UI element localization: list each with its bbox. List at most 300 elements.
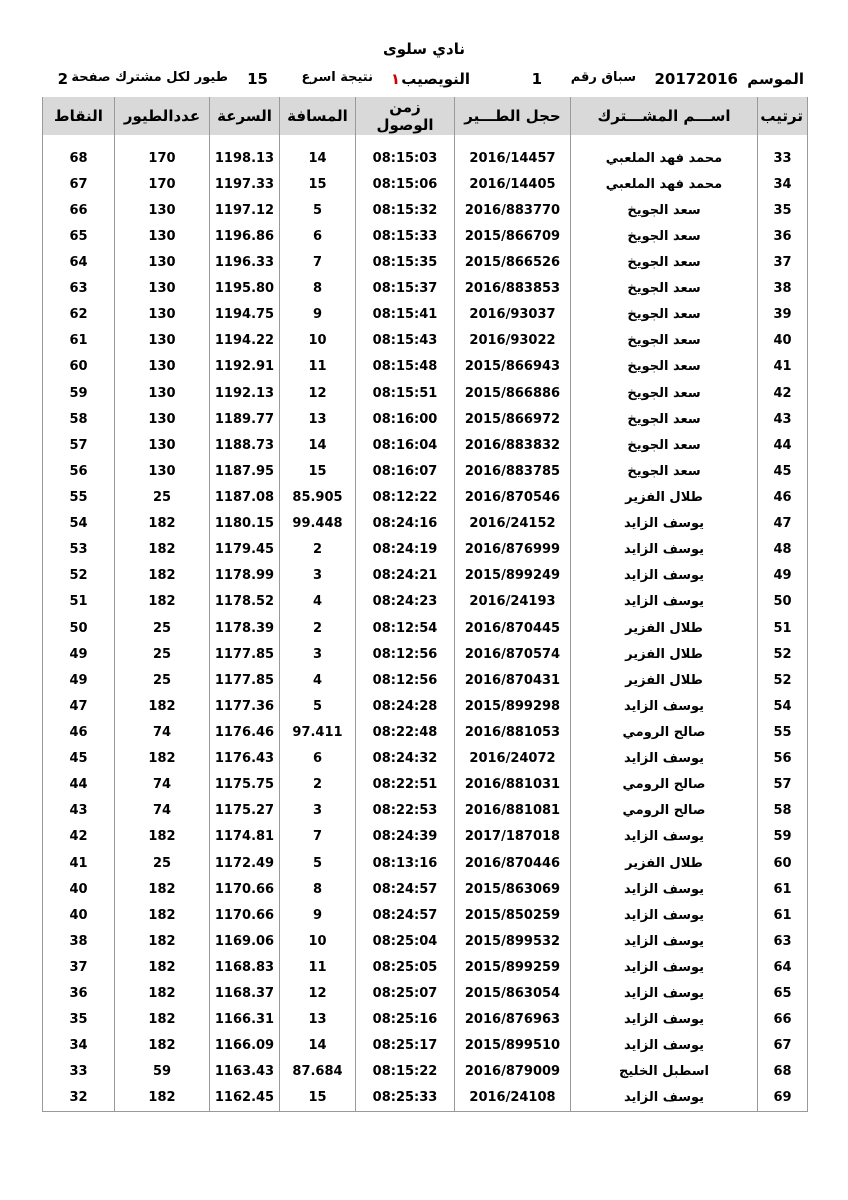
cell-distance: 15 xyxy=(280,171,356,197)
cell-arrival-time: 08:15:33 xyxy=(356,223,455,249)
cell-ring: 2016/24072 xyxy=(455,746,571,772)
cell-speed: 1170.66 xyxy=(210,876,280,902)
cell-participant: سعد الجويخ xyxy=(571,249,758,275)
cell-ring: 2015/866886 xyxy=(455,380,571,406)
cell-participant: سعد الجويخ xyxy=(571,406,758,432)
cell-participant: يوسف الزايد xyxy=(571,876,758,902)
cell-participant: اسطبل الخليج xyxy=(571,1059,758,1085)
cell-participant: طلال الفزير xyxy=(571,641,758,667)
table-row xyxy=(43,615,808,641)
cell-arrival-time: 08:24:32 xyxy=(356,746,455,772)
cell-speed: 1163.43 xyxy=(210,1059,280,1085)
cell-ring: 2016/24108 xyxy=(455,1085,571,1112)
cell-ring: 2016/876963 xyxy=(455,1007,571,1033)
cell-points: 41 xyxy=(43,850,115,876)
cell-speed: 1189.77 xyxy=(210,406,280,432)
table-row xyxy=(43,1085,808,1112)
cell-arrival-time: 08:22:51 xyxy=(356,772,455,798)
cell-speed: 1176.46 xyxy=(210,719,280,745)
cell-bird-count: 130 xyxy=(115,249,210,275)
col-header-rank: ترتيب xyxy=(758,97,808,135)
cell-arrival-time: 08:15:06 xyxy=(356,171,455,197)
cell-points: 57 xyxy=(43,432,115,458)
cell-ring: 2016/883785 xyxy=(455,458,571,484)
cell-bird-count: 182 xyxy=(115,1085,210,1112)
race-name-number: ١ xyxy=(390,70,400,88)
cell-distance: 11 xyxy=(280,354,356,380)
cell-points: 32 xyxy=(43,1085,115,1112)
cell-distance: 10 xyxy=(280,328,356,354)
table-row xyxy=(43,537,808,563)
cell-rank: 40 xyxy=(758,328,808,354)
table-row xyxy=(43,458,808,484)
cell-points: 38 xyxy=(43,928,115,954)
table-row xyxy=(43,981,808,1007)
cell-points: 55 xyxy=(43,484,115,510)
cell-points: 52 xyxy=(43,563,115,589)
table-row xyxy=(43,171,808,197)
table-row xyxy=(43,746,808,772)
cell-bird-count: 130 xyxy=(115,432,210,458)
cell-arrival-time: 08:15:43 xyxy=(356,328,455,354)
cell-speed: 1197.33 xyxy=(210,171,280,197)
cell-points: 46 xyxy=(43,719,115,745)
cell-participant: يوسف الزايد xyxy=(571,902,758,928)
cell-points: 51 xyxy=(43,589,115,615)
cell-arrival-time: 08:25:07 xyxy=(356,981,455,1007)
cell-bird-count: 130 xyxy=(115,223,210,249)
cell-arrival-time: 08:22:53 xyxy=(356,798,455,824)
cell-bird-count: 130 xyxy=(115,458,210,484)
col-header-points: النقاط xyxy=(43,97,115,135)
cell-bird-count: 130 xyxy=(115,302,210,328)
col-header-arrival-time: زمن الوصول xyxy=(356,97,455,135)
cell-rank: 69 xyxy=(758,1085,808,1112)
cell-participant: يوسف الزايد xyxy=(571,537,758,563)
cell-ring: 2015/899298 xyxy=(455,693,571,719)
cell-distance: 3 xyxy=(280,641,356,667)
cell-participant: يوسف الزايد xyxy=(571,1085,758,1112)
cell-rank: 63 xyxy=(758,928,808,954)
cell-participant: سعد الجويخ xyxy=(571,380,758,406)
cell-rank: 52 xyxy=(758,667,808,693)
cell-points: 50 xyxy=(43,615,115,641)
cell-bird-count: 182 xyxy=(115,1033,210,1059)
cell-participant: يوسف الزايد xyxy=(571,1033,758,1059)
cell-points: 43 xyxy=(43,798,115,824)
cell-speed: 1187.08 xyxy=(210,484,280,510)
cell-points: 34 xyxy=(43,1033,115,1059)
cell-speed: 1172.49 xyxy=(210,850,280,876)
table-row xyxy=(43,850,808,876)
cell-distance: 13 xyxy=(280,406,356,432)
cell-rank: 38 xyxy=(758,276,808,302)
cell-arrival-time: 08:24:23 xyxy=(356,589,455,615)
cell-speed: 1168.37 xyxy=(210,981,280,1007)
cell-points: 67 xyxy=(43,171,115,197)
cell-distance: 8 xyxy=(280,876,356,902)
cell-ring: 2015/866526 xyxy=(455,249,571,275)
cell-distance: 8 xyxy=(280,276,356,302)
cell-ring: 2016/879009 xyxy=(455,1059,571,1085)
cell-bird-count: 182 xyxy=(115,746,210,772)
cell-rank: 43 xyxy=(758,406,808,432)
cell-participant: صالح الرومي xyxy=(571,719,758,745)
cell-arrival-time: 08:15:51 xyxy=(356,380,455,406)
cell-arrival-time: 08:15:03 xyxy=(356,145,455,171)
cell-bird-count: 182 xyxy=(115,902,210,928)
cell-points: 40 xyxy=(43,876,115,902)
cell-rank: 55 xyxy=(758,719,808,745)
table-row xyxy=(43,511,808,537)
cell-bird-count: 182 xyxy=(115,693,210,719)
cell-points: 61 xyxy=(43,328,115,354)
cell-rank: 41 xyxy=(758,354,808,380)
cell-points: 58 xyxy=(43,406,115,432)
cell-distance: 2 xyxy=(280,537,356,563)
cell-speed: 1195.80 xyxy=(210,276,280,302)
cell-points: 49 xyxy=(43,641,115,667)
cell-rank: 64 xyxy=(758,954,808,980)
cell-distance: 5 xyxy=(280,197,356,223)
cell-ring: 2016/93022 xyxy=(455,328,571,354)
cell-bird-count: 182 xyxy=(115,981,210,1007)
cell-rank: 33 xyxy=(758,145,808,171)
cell-arrival-time: 08:25:16 xyxy=(356,1007,455,1033)
cell-points: 62 xyxy=(43,302,115,328)
cell-distance: 6 xyxy=(280,746,356,772)
cell-rank: 35 xyxy=(758,197,808,223)
cell-rank: 60 xyxy=(758,850,808,876)
table-row xyxy=(43,1033,808,1059)
cell-ring: 2016/881053 xyxy=(455,719,571,745)
cell-distance: 97.411 xyxy=(280,719,356,745)
cell-arrival-time: 08:12:56 xyxy=(356,641,455,667)
table-row xyxy=(43,824,808,850)
cell-speed: 1175.27 xyxy=(210,798,280,824)
cell-points: 65 xyxy=(43,223,115,249)
table-row xyxy=(43,928,808,954)
table-row xyxy=(43,589,808,615)
cell-points: 64 xyxy=(43,249,115,275)
cell-speed: 1176.43 xyxy=(210,746,280,772)
cell-rank: 66 xyxy=(758,1007,808,1033)
cell-arrival-time: 08:24:57 xyxy=(356,902,455,928)
cell-bird-count: 130 xyxy=(115,276,210,302)
cell-participant: سعد الجويخ xyxy=(571,197,758,223)
cell-bird-count: 170 xyxy=(115,171,210,197)
cell-participant: سعد الجويخ xyxy=(571,458,758,484)
cell-participant: يوسف الزايد xyxy=(571,589,758,615)
cell-bird-count: 74 xyxy=(115,798,210,824)
cell-speed: 1178.99 xyxy=(210,563,280,589)
cell-rank: 34 xyxy=(758,171,808,197)
cell-rank: 65 xyxy=(758,981,808,1007)
cell-bird-count: 182 xyxy=(115,876,210,902)
cell-points: 33 xyxy=(43,1059,115,1085)
cell-arrival-time: 08:15:41 xyxy=(356,302,455,328)
table-row xyxy=(43,1007,808,1033)
cell-rank: 57 xyxy=(758,772,808,798)
cell-rank: 47 xyxy=(758,511,808,537)
cell-rank: 54 xyxy=(758,693,808,719)
cell-participant: سعد الجويخ xyxy=(571,302,758,328)
cell-participant: سعد الجويخ xyxy=(571,354,758,380)
cell-speed: 1192.13 xyxy=(210,380,280,406)
cell-ring: 2016/870574 xyxy=(455,641,571,667)
cell-bird-count: 182 xyxy=(115,1007,210,1033)
cell-rank: 58 xyxy=(758,798,808,824)
cell-points: 45 xyxy=(43,746,115,772)
cell-points: 40 xyxy=(43,902,115,928)
table-row xyxy=(43,328,808,354)
club-title: نادي سلوى xyxy=(383,40,465,58)
cell-ring: 2016/883853 xyxy=(455,276,571,302)
cell-points: 37 xyxy=(43,954,115,980)
cell-arrival-time: 08:24:57 xyxy=(356,876,455,902)
cell-arrival-time: 08:15:32 xyxy=(356,197,455,223)
cell-rank: 44 xyxy=(758,432,808,458)
cell-distance: 2 xyxy=(280,615,356,641)
cell-rank: 68 xyxy=(758,1059,808,1085)
cell-distance: 3 xyxy=(280,563,356,589)
cell-distance: 14 xyxy=(280,432,356,458)
table-row xyxy=(43,563,808,589)
cell-bird-count: 130 xyxy=(115,354,210,380)
cell-ring: 2015/899510 xyxy=(455,1033,571,1059)
cell-bird-count: 25 xyxy=(115,641,210,667)
cell-bird-count: 59 xyxy=(115,1059,210,1085)
cell-arrival-time: 08:24:16 xyxy=(356,511,455,537)
cell-arrival-time: 08:12:22 xyxy=(356,484,455,510)
table-row xyxy=(43,145,808,171)
cell-rank: 37 xyxy=(758,249,808,275)
race-number-value: 1 xyxy=(531,70,542,88)
cell-ring: 2016/14405 xyxy=(455,171,571,197)
cell-rank: 50 xyxy=(758,589,808,615)
cell-arrival-time: 08:22:48 xyxy=(356,719,455,745)
cell-arrival-time: 08:15:35 xyxy=(356,249,455,275)
cell-bird-count: 25 xyxy=(115,850,210,876)
cell-ring: 2016/881081 xyxy=(455,798,571,824)
cell-speed: 1168.83 xyxy=(210,954,280,980)
cell-points: 60 xyxy=(43,354,115,380)
cell-speed: 1187.95 xyxy=(210,458,280,484)
cell-ring: 2016/870431 xyxy=(455,667,571,693)
cell-rank: 67 xyxy=(758,1033,808,1059)
cell-speed: 1177.36 xyxy=(210,693,280,719)
cell-participant: طلال الفزير xyxy=(571,667,758,693)
race-name: النويصيب xyxy=(401,70,470,88)
cell-participant: صالح الرومي xyxy=(571,772,758,798)
cell-bird-count: 25 xyxy=(115,667,210,693)
cell-distance: 15 xyxy=(280,1085,356,1112)
cell-distance: 7 xyxy=(280,249,356,275)
cell-speed: 1166.09 xyxy=(210,1033,280,1059)
cell-distance: 7 xyxy=(280,824,356,850)
table-row xyxy=(43,432,808,458)
cell-participant: طلال الفزير xyxy=(571,850,758,876)
cell-participant: يوسف الزايد xyxy=(571,693,758,719)
cell-points: 44 xyxy=(43,772,115,798)
cell-distance: 10 xyxy=(280,928,356,954)
cell-participant: يوسف الزايد xyxy=(571,511,758,537)
cell-bird-count: 182 xyxy=(115,824,210,850)
cell-rank: 48 xyxy=(758,537,808,563)
cell-rank: 45 xyxy=(758,458,808,484)
cell-arrival-time: 08:16:04 xyxy=(356,432,455,458)
cell-points: 54 xyxy=(43,511,115,537)
table-row xyxy=(43,276,808,302)
cell-points: 42 xyxy=(43,824,115,850)
cell-speed: 1170.66 xyxy=(210,902,280,928)
table-row xyxy=(43,223,808,249)
table-row xyxy=(43,1059,808,1085)
cell-bird-count: 182 xyxy=(115,563,210,589)
table-row xyxy=(43,876,808,902)
cell-arrival-time: 08:24:28 xyxy=(356,693,455,719)
table-row xyxy=(43,249,808,275)
cell-arrival-time: 08:12:56 xyxy=(356,667,455,693)
cell-points: 56 xyxy=(43,458,115,484)
cell-distance: 15 xyxy=(280,458,356,484)
cell-points: 47 xyxy=(43,693,115,719)
cell-ring: 2015/863069 xyxy=(455,876,571,902)
cell-ring: 2016/870546 xyxy=(455,484,571,510)
cell-points: 35 xyxy=(43,1007,115,1033)
cell-arrival-time: 08:24:39 xyxy=(356,824,455,850)
cell-distance: 9 xyxy=(280,302,356,328)
cell-participant: يوسف الزايد xyxy=(571,563,758,589)
cell-arrival-time: 08:16:00 xyxy=(356,406,455,432)
cell-rank: 52 xyxy=(758,641,808,667)
cell-bird-count: 74 xyxy=(115,772,210,798)
cell-distance: 99.448 xyxy=(280,511,356,537)
cell-bird-count: 130 xyxy=(115,380,210,406)
result-label: نتيجة اسرع xyxy=(301,70,373,85)
cell-speed: 1179.45 xyxy=(210,537,280,563)
cell-points: 49 xyxy=(43,667,115,693)
cell-speed: 1178.39 xyxy=(210,615,280,641)
cell-bird-count: 182 xyxy=(115,589,210,615)
season-label: الموسم xyxy=(747,70,804,88)
table-row xyxy=(43,719,808,745)
cell-rank: 61 xyxy=(758,876,808,902)
table-row xyxy=(43,693,808,719)
cell-ring: 2016/14457 xyxy=(455,145,571,171)
cell-speed: 1194.75 xyxy=(210,302,280,328)
cell-participant: طلال الفزير xyxy=(571,615,758,641)
cell-rank: 51 xyxy=(758,615,808,641)
table-row xyxy=(43,667,808,693)
table-row xyxy=(43,354,808,380)
cell-ring: 2015/863054 xyxy=(455,981,571,1007)
cell-bird-count: 25 xyxy=(115,484,210,510)
table-row xyxy=(43,197,808,223)
cell-speed: 1198.13 xyxy=(210,145,280,171)
cell-arrival-time: 08:16:07 xyxy=(356,458,455,484)
cell-bird-count: 130 xyxy=(115,197,210,223)
cell-participant: يوسف الزايد xyxy=(571,954,758,980)
cell-arrival-time: 08:25:33 xyxy=(356,1085,455,1112)
cell-arrival-time: 08:15:48 xyxy=(356,354,455,380)
cell-speed: 1174.81 xyxy=(210,824,280,850)
table-row xyxy=(43,484,808,510)
cell-distance: 12 xyxy=(280,380,356,406)
cell-participant: محمد فهد الملعبي xyxy=(571,145,758,171)
cell-participant: سعد الجويخ xyxy=(571,276,758,302)
cell-arrival-time: 08:25:05 xyxy=(356,954,455,980)
cell-distance: 85.905 xyxy=(280,484,356,510)
cell-bird-count: 182 xyxy=(115,928,210,954)
cell-participant: يوسف الزايد xyxy=(571,824,758,850)
cell-arrival-time: 08:24:19 xyxy=(356,537,455,563)
table-row xyxy=(43,902,808,928)
cell-arrival-time: 08:12:54 xyxy=(356,615,455,641)
cell-speed: 1196.86 xyxy=(210,223,280,249)
cell-ring: 2015/899259 xyxy=(455,954,571,980)
cell-participant: يوسف الزايد xyxy=(571,981,758,1007)
cell-participant: سعد الجويخ xyxy=(571,432,758,458)
cell-rank: 46 xyxy=(758,484,808,510)
cell-ring: 2016/93037 xyxy=(455,302,571,328)
cell-distance: 2 xyxy=(280,772,356,798)
birds-per-page-label: طيور لكل مشترك صفحة xyxy=(71,70,228,85)
cell-speed: 1177.85 xyxy=(210,667,280,693)
cell-distance: 9 xyxy=(280,902,356,928)
cell-speed: 1166.31 xyxy=(210,1007,280,1033)
table-row xyxy=(43,772,808,798)
cell-bird-count: 182 xyxy=(115,511,210,537)
cell-participant: يوسف الزايد xyxy=(571,746,758,772)
race-number-label: سباق رقم xyxy=(570,70,636,85)
cell-distance: 11 xyxy=(280,954,356,980)
col-header-ring: حجل الطـــير xyxy=(455,97,571,135)
cell-ring: 2016/881031 xyxy=(455,772,571,798)
cell-ring: 2015/866709 xyxy=(455,223,571,249)
cell-speed: 1196.33 xyxy=(210,249,280,275)
table-row xyxy=(43,406,808,432)
cell-ring: 2016/883770 xyxy=(455,197,571,223)
table-row xyxy=(43,380,808,406)
cell-participant: سعد الجويخ xyxy=(571,328,758,354)
cell-speed: 1178.52 xyxy=(210,589,280,615)
cell-arrival-time: 08:15:37 xyxy=(356,276,455,302)
page-number: 2 xyxy=(57,70,68,88)
cell-speed: 1180.15 xyxy=(210,511,280,537)
cell-distance: 14 xyxy=(280,1033,356,1059)
cell-distance: 3 xyxy=(280,798,356,824)
cell-points: 66 xyxy=(43,197,115,223)
table-row xyxy=(43,641,808,667)
cell-ring: 2015/899532 xyxy=(455,928,571,954)
cell-bird-count: 182 xyxy=(115,954,210,980)
cell-bird-count: 170 xyxy=(115,145,210,171)
table-row xyxy=(43,302,808,328)
results-table xyxy=(42,97,808,1112)
cell-arrival-time: 08:13:16 xyxy=(356,850,455,876)
cell-distance: 5 xyxy=(280,693,356,719)
cell-ring: 2015/899249 xyxy=(455,563,571,589)
cell-distance: 4 xyxy=(280,667,356,693)
cell-ring: 2016/870446 xyxy=(455,850,571,876)
col-header-speed: السرعة xyxy=(210,97,280,135)
cell-ring: 2015/866972 xyxy=(455,406,571,432)
cell-bird-count: 25 xyxy=(115,615,210,641)
cell-points: 36 xyxy=(43,981,115,1007)
cell-points: 53 xyxy=(43,537,115,563)
col-header-distance: المسافة xyxy=(280,97,356,135)
